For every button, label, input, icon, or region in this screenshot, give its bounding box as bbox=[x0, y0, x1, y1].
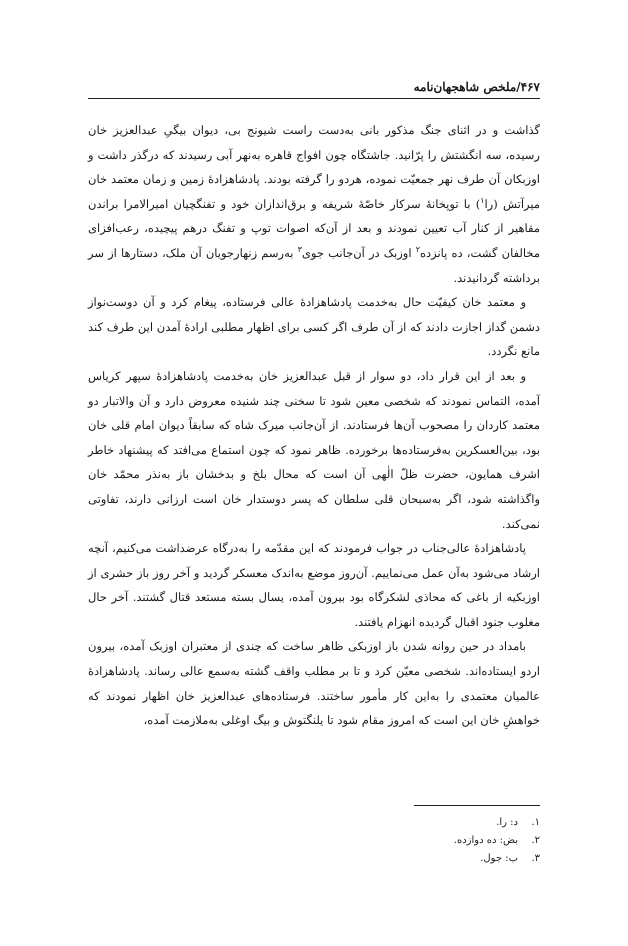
body-text bbox=[88, 118, 540, 733]
footnote-number: ۱. bbox=[531, 817, 540, 828]
running-title: ۴۶۷/ملخص شاهجهان‌نامه bbox=[413, 80, 540, 94]
footnote-divider bbox=[414, 805, 540, 806]
footnote-text: بض: ده دوازده. bbox=[453, 835, 518, 846]
paragraph-4: پادشاهزادهٔ عالی‌جناب در جواب فرمودند که این مقدّمه را به‌درگاه عرضداشت می‌کنیم، آنچه ارشاد می‌شود به‌آن عمل می‌نماییم. آن‌روز موضع به‌اندک معسکر گردید و آخر روز باز حشری از اوزبکیه از باغی که محاذی لشکرگاه بود بیرون آمده، یسال بسته مستعد قتال گشتند. آخر حال مغلوب جنود اقبال گردیده انهزام یافتند. bbox=[88, 541, 540, 629]
paragraph-3: و بعد از این قرار داد، دو سوار از قبل عبدالعزیز خان به‌خدمت پادشاهزادهٔ سپهر کریاس آمده، التماس نمودند که شخصی معین شود تا سخنی چند شنیده معروض دارد و آن والاتبار دو معتمد کاردان را مصحوب آن‌ها فرستادند. از آن‌جانب میرک شاه که سابقاً دیوان امام قلی خان بود، بین‌العسکرین به‌فرستاده‌ها برخورده. ظاهر نمود که چون استماع می‌افتد که پیشنهاد خاطر اشرف همایون، حضرت ظلّ الٰهی آن است که محال بلخ و بدخشان باز به‌نذر محمّد خان واگذاشته شود، اگر به‌سبحان قلی سلطان که پسر دوستدار خان است ارزانی دارند، تفاوتی نمی‌کند. bbox=[88, 368, 540, 531]
paragraph-5: بامداد در حین روانه شدن باز اوزبکی ظاهر ساخت که چندی از معتبران اوزبک آمده، بیرون اردو ایستاده‌اند. شخصی معیّن کرد و تا بر مطلب واقف گشته به‌سمع عالی رساند. پادشاهزادهٔ عالمیان معتمدی را به‌این کار مأمور ساختند. فرستاده‌های عبدالعزیز خان اظهار نمودند که خواهشِ خان این است که امروز مقام شود تا یلنگتوش و بیگ اوغلی به‌ملازمت آمده، bbox=[88, 639, 540, 728]
footnote-2 bbox=[240, 832, 540, 850]
footnote-number: ۳. bbox=[531, 853, 540, 864]
footnote-number: ۲. bbox=[531, 835, 540, 846]
paragraph-text: به‌رسم زنهارجویان آن ملک، دستارها از سر برداشته گردانیدند. bbox=[88, 245, 540, 285]
footnote-ref-3[interactable]: ۳ bbox=[297, 245, 302, 255]
page-header bbox=[88, 70, 540, 99]
paragraph-text: ) با توپخانهٔ سرکار خاصّهٔ شریفه و برق‌اندازان خود و تفنگچیان امیرالامرا براندن مقاهیر از کنار آب تعیین نمودند و بعد از آن‌که اصوات توپ و تفنگ درهم پیچیده، رعب‌افزای مخالفان گشت، ده پانزده bbox=[88, 196, 541, 260]
paragraph-1 bbox=[88, 118, 540, 290]
footnote-1 bbox=[240, 814, 540, 832]
footnote-text: د: را. bbox=[496, 817, 518, 828]
paragraph-text: گذاشت و در اثنای جنگ مذکور بانی به‌دست راست شیونج بی، دیوان بیگیِ عبدالعزیز خان رسیده، سه انگشتش را پرّانید. جاشتگاه چون افواج قاهره به‌نهر آبی رسیدند که درگذر داشت و اوزبکان آن طرف نهر جمعیّت نموده، هردو را گرفته بودند. پادشاهزادهٔ زمین و زمان معتمد خان میرآتش (را bbox=[88, 123, 540, 211]
footnote-ref-1[interactable]: ۱ bbox=[480, 195, 485, 205]
footnote-text: ب: جول. bbox=[480, 853, 518, 864]
footnote-3 bbox=[240, 850, 540, 868]
paragraph-text: اوزبک در آن‌جانب جوی bbox=[301, 245, 416, 260]
footnotes bbox=[240, 814, 540, 868]
paragraph-2: و معتمد خان کیفیّت حال به‌خدمت پادشاهزادهٔ عالی فرستاده، پیغام کرد و آن دوست‌نواز دشمن گداز اجازت دادند که از آن طرف اگر کسی برای اظهار مطلبی ارادهٔ آمدن این طرف کند مانع نگردد. bbox=[88, 295, 540, 359]
footnote-ref-2[interactable]: ۲ bbox=[415, 245, 420, 255]
